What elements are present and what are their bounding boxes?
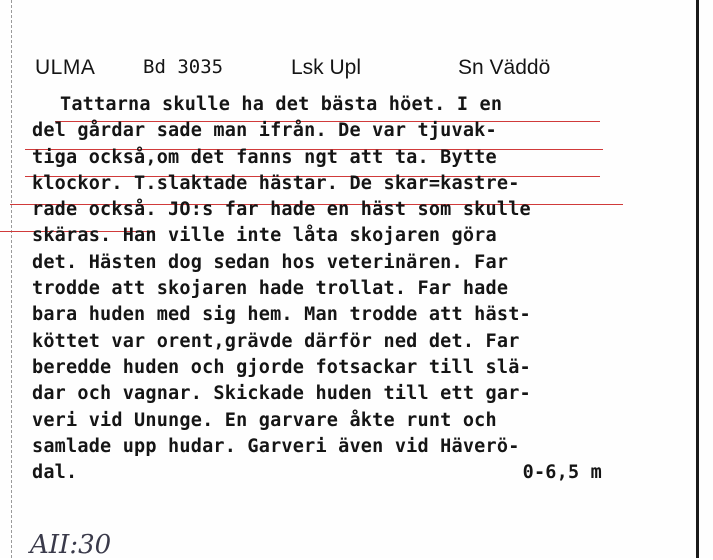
text-line: tiga också,om det fanns ngt att ta. Bytte <box>32 146 497 168</box>
card-header <box>0 56 713 86</box>
text-line: samlade upp hudar. Garveri även vid Häverö- <box>32 435 520 457</box>
text-line: dar och vagnar. Skickade huden till ett gar- <box>32 383 531 405</box>
text-line: bara huden med sig hem. Man trodde att häst- <box>32 304 531 326</box>
typed-body-text <box>32 92 652 486</box>
parish-field: Sn Väddö <box>458 56 551 79</box>
text-line: köttet var orent,grävde därför ned det. Far <box>32 330 520 352</box>
text-line: rade också. JO:s far hade en häst som skulle <box>32 199 531 221</box>
text-line: del gårdar sade man ifrån. De var tjuvak- <box>32 120 497 142</box>
text-line: beredde huden och gjorde fotsackar till slä- <box>32 356 531 378</box>
text-line: skäras. Han ville inte låta skojaren göra <box>32 225 497 247</box>
province-field: Lsk Upl <box>291 56 362 79</box>
last-text-line: dal. <box>32 462 78 484</box>
handwritten-signum: AII:30 <box>30 530 112 560</box>
text-line: det. Hästen dog sedan hos veterinären. Far <box>32 251 509 273</box>
archive-name: ULMA <box>35 56 96 79</box>
text-line: Tattarna skulle ha det bästa höet. I en <box>60 94 503 115</box>
text-line: trodde att skojaren hade trollat. Far hade <box>32 278 509 300</box>
source-reference: 0-6,5 m <box>522 462 602 484</box>
volume-number: Bd 3035 <box>143 56 224 78</box>
text-line: veri vid Ununge. En garvare åkte runt och <box>32 409 497 431</box>
text-line: klockor. T.slaktade hästar. De skar=kastre- <box>32 172 520 194</box>
final-line <box>32 460 602 486</box>
